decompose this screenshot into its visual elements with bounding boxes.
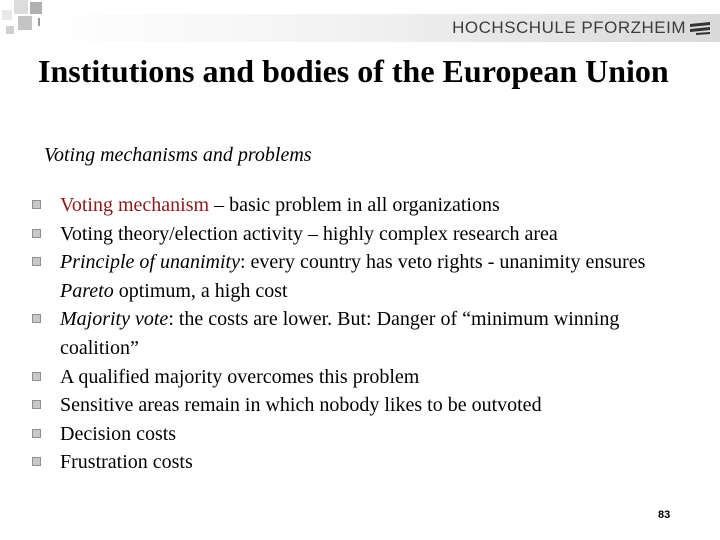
- bullet-square-icon: [32, 200, 41, 209]
- bullet-square-icon: [32, 257, 41, 266]
- list-item: [30, 391, 700, 420]
- bullet-square-icon: [32, 400, 41, 409]
- list-item: [30, 248, 700, 305]
- bullet-text: Frustration costs: [60, 451, 193, 474]
- page-number: 83: [658, 509, 671, 521]
- bullet-square-icon: [32, 457, 41, 466]
- bullet-lead: Voting mechanism: [60, 194, 210, 216]
- bullet-lead: Principle of unanimity: [60, 251, 240, 274]
- brand-name: HOCHSCHULE PFORZHEIM: [452, 18, 686, 37]
- list-item: [30, 220, 700, 249]
- bullet-text: – basic problem in all organizations: [209, 194, 500, 216]
- bullet-text: : the costs are lower. But: Danger of “minimum winning coalition”: [60, 308, 620, 359]
- bullet-square-icon: [32, 429, 41, 438]
- bullet-text: A qualified majority overcomes this problem: [60, 365, 420, 388]
- bullet-text: Sensitive areas remain in which nobody likes to be outvoted: [60, 394, 542, 417]
- university-logo-icon: [688, 20, 712, 36]
- list-item: [30, 305, 700, 362]
- bullet-square-icon: [32, 229, 41, 238]
- slide-subtitle: Voting mechanisms and problems: [44, 144, 312, 166]
- bullet-emphasis: Pareto: [60, 279, 114, 302]
- bullet-text: : every country has veto rights - unanimity ensures: [239, 251, 646, 274]
- bullet-square-icon: [32, 314, 41, 323]
- bullet-text: Decision costs: [60, 422, 177, 445]
- list-item: [30, 448, 700, 477]
- list-item: [30, 363, 700, 392]
- list-item: [30, 420, 700, 449]
- list-item: [30, 191, 700, 220]
- bullet-text: optimum, a high cost: [113, 279, 288, 302]
- bullet-lead: Majority vote: [60, 308, 169, 331]
- bullet-text: Voting theory/election activity – highly complex research area: [60, 222, 558, 245]
- slide-title: Institutions and bodies of the European Union: [38, 53, 669, 89]
- bullet-list: [30, 191, 700, 477]
- bullet-square-icon: [32, 372, 41, 381]
